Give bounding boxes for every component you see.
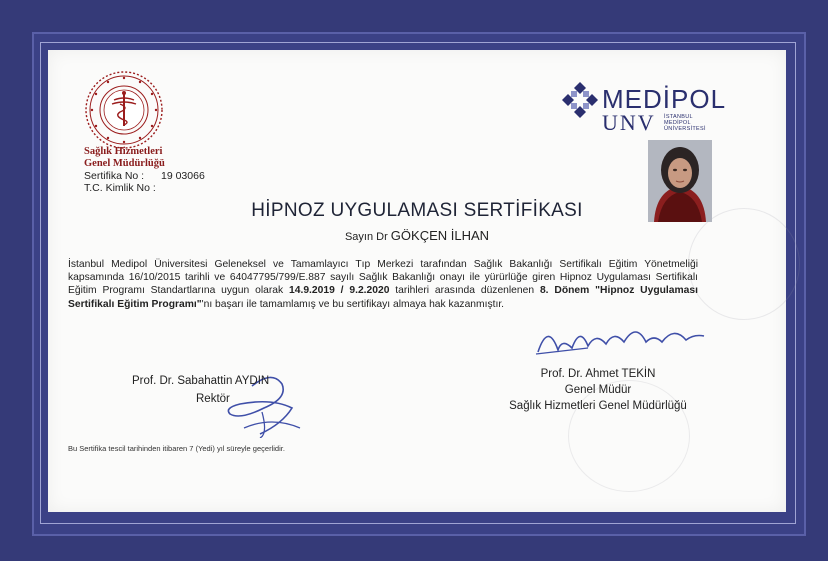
body-text-3: 'nı başarı ile tamamlamış ve bu sertifikayı almaya hak kazanmıştır. [201, 298, 505, 310]
org-line-2: Genel Müdürlüğü [84, 158, 165, 169]
tc-label: T.C. Kimlik No : [84, 182, 156, 194]
body-text-1: İstanbul Medipol Üniversitesi Geleneksel ve Tamamlayıcı Tıp Merkezi tarafından Sağlık Bakanlığı Sertifikalı Eğitim Yönetmeliği kapsamında 16/10/2015 tarihli ve 64047795/799/E.887 sayılı Sağlık Bakanlığı onayı ile yürürlüğe giren Hipnoz Uygulaması Sertifikalı Eğitim Programı Standartlarına uygun olarak [68, 259, 698, 297]
recipient-line [48, 228, 786, 243]
tc-row [84, 182, 205, 194]
logo-sub-3: ÜNİVERSİTESİ [664, 126, 706, 132]
logo-sub-2: MEDİPOL [664, 120, 691, 126]
certificate-meta [84, 170, 205, 194]
director-department: Sağlık Hizmetleri Genel Müdürlüğü [509, 400, 687, 412]
director-name: Prof. Dr. Ahmet TEKİN [540, 368, 656, 380]
logo-subtitle [664, 114, 706, 132]
embossed-seal-top [688, 208, 800, 320]
program-dates: 14.9.2019 / 9.2.2020 [289, 285, 390, 297]
body-text-2: tarihleri arasında düzenlenen [389, 285, 540, 297]
director-block [498, 366, 698, 414]
org-line-1: Sağlık Hizmetleri [84, 146, 163, 157]
program-name: 8. Dönem "Hipnoz Uygulaması Sertifikalı Eğitim Programı" [68, 285, 698, 310]
salutation: Sayın Dr [344, 231, 388, 243]
issuing-organization [84, 146, 165, 170]
logo-name: MEDİPOL [602, 84, 727, 114]
rector-title: Rektör [196, 393, 230, 405]
recipient-name: GÖKÇEN İLHAN [390, 228, 490, 243]
validity-note: Bu Sertifika tescil tarihinden itibaren 7 (Yedi) yıl süreyle geçerlidir. [68, 444, 285, 453]
logo-sub-1: İSTANBUL [664, 114, 693, 120]
cert-no-row [84, 170, 205, 182]
cert-no-label: Sertifika No : [84, 170, 145, 182]
director-signature [528, 312, 718, 362]
certificate-title: HİPNOZ UYGULAMASI SERTİFİKASI [251, 200, 583, 221]
medipol-logo-icon [560, 80, 600, 120]
logo-unv: UNV [602, 110, 656, 135]
director-title: Genel Müdür [564, 384, 632, 396]
cert-no-value: 19 03066 [161, 170, 205, 182]
ministry-seal-icon [84, 70, 164, 150]
certificate-paper [48, 50, 786, 512]
certificate-body [68, 258, 698, 311]
rector-block [132, 372, 269, 408]
university-logo [560, 80, 730, 140]
rector-name: Prof. Dr. Sabahattin AYDIN [132, 375, 270, 387]
